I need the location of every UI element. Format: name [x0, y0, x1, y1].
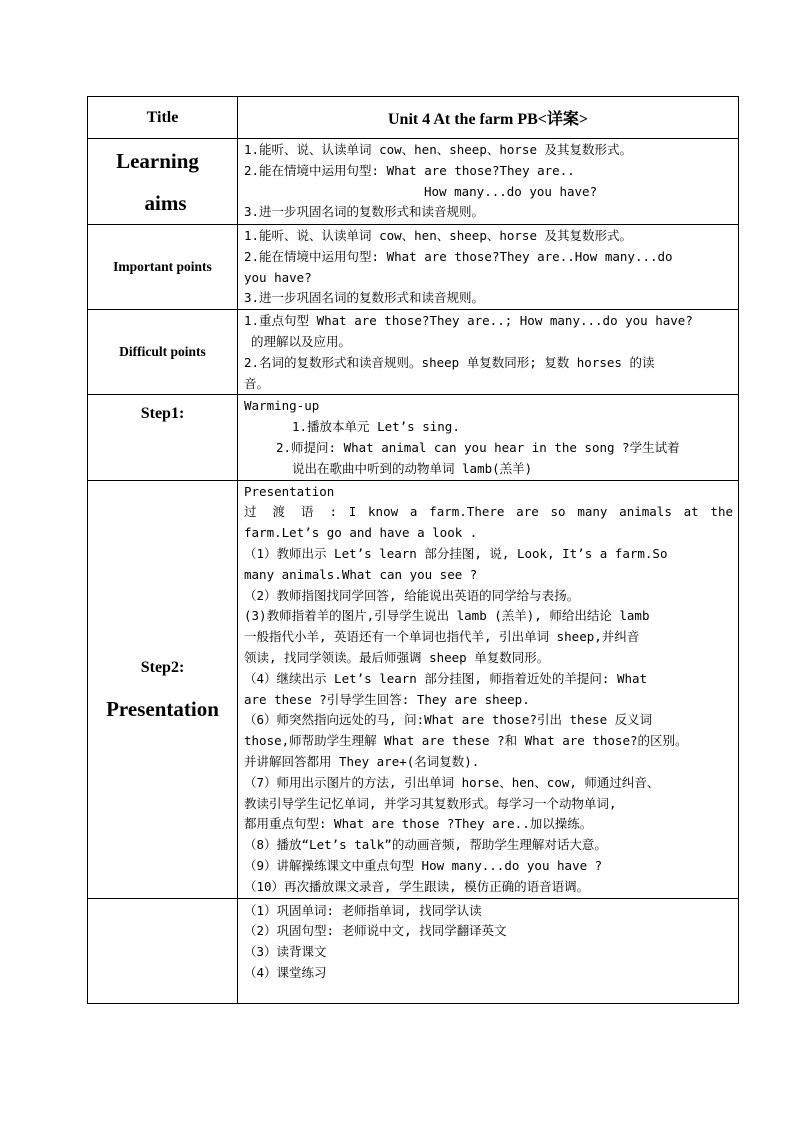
- important-points-row: [88, 225, 739, 310]
- difficult-points-row: [88, 310, 739, 395]
- learning-aims-line: How many...do you have?: [424, 183, 598, 199]
- step2-line: 一般指代小羊, 英语还有一个单词也指代羊, 引出单词 sheep,并纠音: [244, 629, 640, 645]
- important-points-label: Important points: [88, 225, 238, 310]
- step2-line: （6）师突然指向远处的马, 问:What are those?引出 these 反义词: [244, 712, 653, 728]
- difficult-points-line: 2.名词的复数形式和读音规则。sheep 单复数同形; 复数 horses 的读: [244, 354, 655, 370]
- learning-aims-label: [88, 139, 238, 225]
- step2-line: （10）再次播放课文录音, 学生跟读, 模仿正确的语音语调。: [244, 878, 590, 894]
- step2-content: [238, 480, 739, 898]
- difficult-points-line: 1.重点句型 What are those?They are..; How many...do you have?: [244, 313, 693, 329]
- step1-row: [88, 395, 739, 480]
- difficult-points-line: 音。: [244, 375, 270, 391]
- step2-label-line1: Step2:: [140, 659, 185, 677]
- step1-line: 说出在歌曲中听到的动物单词 lamb(羔羊): [292, 460, 533, 476]
- step1-line: 2.师提问: What animal can you hear in the song ?学生试着: [276, 439, 680, 455]
- difficult-points-content: [238, 310, 739, 395]
- practice-line: （1）巩固单词: 老师指单词, 找同学认读: [244, 902, 482, 918]
- difficult-points-label: Difficult points: [88, 310, 238, 395]
- step1-line: 1.播放本单元 Let’s sing.: [292, 419, 460, 435]
- important-points-line: you have?: [244, 269, 312, 285]
- learning-aims-line: 2.能在情境中运用句型: What are those?They are..: [244, 162, 575, 178]
- important-points-line: 3.进一步巩固名词的复数形式和读音规则。: [244, 290, 485, 306]
- practice-line: （2）巩固句型: 老师说中文, 找同学翻译英文: [244, 923, 507, 939]
- step2-line: （2）教师指图找同学回答, 给能说出英语的同学给与表扬。: [244, 587, 580, 603]
- step2-line: those,师帮助学生理解 What are these ?和 What are those?的区别。: [244, 733, 688, 749]
- learning-aims-line: 1.能听、说、认读单词 cow、hen、sheep、horse 及其复数形式。: [244, 142, 633, 157]
- practice-label-cell: [88, 898, 238, 1003]
- step1-content: [238, 395, 739, 480]
- step2-line: 并讲解回答都用 They are+(名词复数).: [244, 753, 480, 769]
- lesson-plan-table: [87, 96, 739, 1004]
- step2-line: (3)教师指着羊的图片,引导学生说出 lamb (羔羊), 师给出结论 lamb: [244, 608, 650, 624]
- learning-aims-label-line2: aims: [144, 190, 187, 215]
- practice-content: [238, 898, 739, 1003]
- important-points-content: [238, 225, 739, 310]
- step2-line: 领读, 找同学领读。最后师强调 sheep 单复数同形。: [244, 649, 550, 665]
- title-value: Unit 4 At the farm PB<详案>: [238, 97, 739, 139]
- step2-line: （7）师用出示图片的方法, 引出单词 horse、hen、cow, 师通过纠音、: [244, 774, 660, 790]
- step2-line: are these ?引导学生回答: They are sheep.: [244, 691, 530, 707]
- important-points-line: 2.能在情境中运用句型: What are those?They are..How many...do: [244, 248, 673, 264]
- step2-label-line2: Presentation: [106, 697, 219, 722]
- step2-line: Presentation: [244, 483, 335, 499]
- title-label: Title: [88, 97, 238, 139]
- learning-aims-label-line1: Learning: [116, 148, 199, 173]
- step2-row: [88, 480, 739, 898]
- practice-line: （3）读背课文: [244, 944, 327, 960]
- practice-line: （4）课堂练习: [244, 964, 327, 980]
- difficult-points-line: 的理解以及应用。: [251, 333, 352, 349]
- step2-line: 都用重点句型: What are those ?They are..加以操练。: [244, 816, 593, 832]
- learning-aims-row: [88, 139, 739, 225]
- learning-aims-content: [238, 139, 739, 225]
- title-row: [88, 97, 739, 139]
- step2-label: [88, 480, 238, 898]
- step2-line: （9）讲解操练课文中重点句型 How many...do you have ?: [244, 857, 603, 873]
- learning-aims-line: 3.进一步巩固名词的复数形式和读音规则。: [244, 204, 485, 220]
- step1-line: Warming-up: [244, 398, 320, 414]
- practice-row: [88, 898, 739, 1003]
- step1-label: Step1:: [88, 395, 238, 480]
- step2-line: （4）继续出示 Let’s learn 部分挂图, 师指着近处的羊提问: What: [244, 670, 648, 686]
- step2-line: （8）播放“Let’s talk”的动画音频, 帮助学生理解对话大意。: [244, 837, 607, 853]
- step2-line: many animals.What can you see ?: [244, 566, 478, 582]
- step2-line: farm.Let’s go and have a look .: [244, 525, 478, 541]
- step2-line: 过 渡 语 : I know a farm.There are so many animals at the: [244, 504, 733, 520]
- important-points-line: 1.能听、说、认读单词 cow、hen、sheep、horse 及其复数形式。: [244, 228, 633, 243]
- step2-line: （1）教师出示 Let’s learn 部分挂图, 说, Look, It’s a farm.So: [244, 545, 668, 561]
- step2-line: 教读引导学生记忆单词, 并学习其复数形式。每学习一个动物单词,: [244, 795, 617, 811]
